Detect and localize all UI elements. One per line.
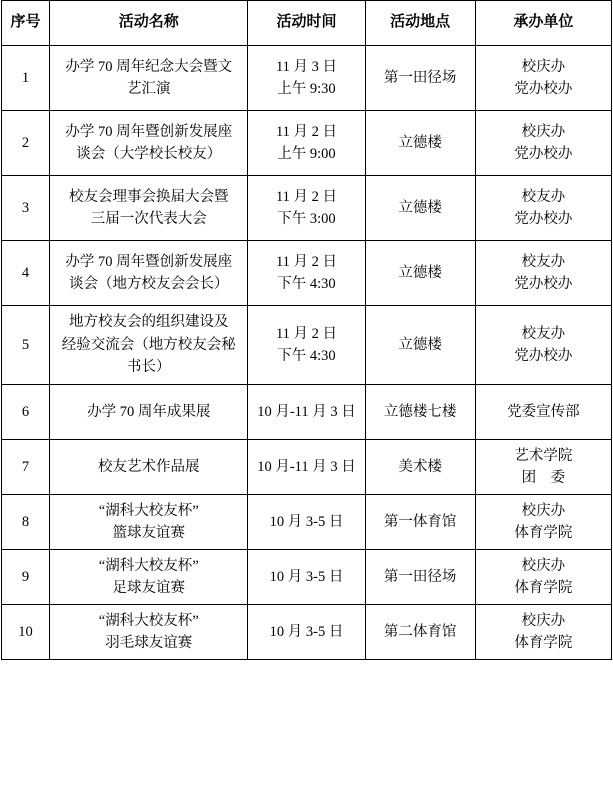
text-line: 下午 4:30 <box>277 276 336 292</box>
text-line: 校友办 <box>521 253 566 270</box>
text-line: 11 月 2 日 <box>275 123 338 140</box>
column-header-org: 承办单位 <box>475 1 611 46</box>
cell-name <box>50 306 248 385</box>
table-row <box>2 605 612 660</box>
text-line: 下午 3:00 <box>277 211 336 227</box>
cell-no: 3 <box>2 176 50 241</box>
text-line: 团 委 <box>521 470 566 486</box>
text-line: 校友办 <box>521 188 566 205</box>
cell-place <box>365 605 475 660</box>
table-row <box>2 46 612 111</box>
cell-time <box>248 385 365 440</box>
text-line: 三届一次代表大会 <box>90 211 207 227</box>
cell-time <box>248 550 365 605</box>
table-row <box>2 241 612 306</box>
cell-name <box>50 550 248 605</box>
text-line: 办学 70 周年暨创新发展座 <box>65 253 233 270</box>
text-line: 10 月 3-5 日 <box>269 568 344 585</box>
cell-org <box>475 385 611 440</box>
text-line: 第二体育馆 <box>383 623 457 640</box>
cell-place <box>365 46 475 111</box>
cell-time <box>248 241 365 306</box>
cell-time <box>248 306 365 385</box>
column-header-name: 活动名称 <box>50 1 248 46</box>
activity-schedule-table <box>1 0 612 660</box>
text-line: 11 月 2 日 <box>275 188 338 205</box>
table-header-row <box>2 1 612 46</box>
cell-name <box>50 495 248 550</box>
column-header-time: 活动时间 <box>248 1 365 46</box>
cell-org <box>475 111 611 176</box>
table-row <box>2 385 612 440</box>
text-line: 办学 70 周年纪念大会暨文 <box>65 58 233 75</box>
text-line: 上午 9:30 <box>277 81 336 97</box>
text-line: 党办校办 <box>514 276 573 292</box>
cell-place <box>365 440 475 495</box>
text-line: 谈会（大学校长校友） <box>76 146 222 162</box>
text-line: “湖科大校友杯” <box>98 557 199 574</box>
text-line: 校庆办 <box>521 58 566 75</box>
text-line: 党委宣传部 <box>507 403 580 420</box>
table-row <box>2 550 612 605</box>
cell-time <box>248 495 365 550</box>
text-line: 足球友谊赛 <box>112 580 185 596</box>
column-header-no: 序号 <box>2 1 50 46</box>
cell-no: 7 <box>2 440 50 495</box>
cell-place <box>365 495 475 550</box>
cell-time <box>248 440 365 495</box>
cell-no: 10 <box>2 605 50 660</box>
text-line: 经验交流会（地方校友会秘 <box>61 336 236 353</box>
cell-place <box>365 241 475 306</box>
cell-org <box>475 306 611 385</box>
cell-time <box>248 605 365 660</box>
column-header-place: 活动地点 <box>365 1 475 46</box>
text-line: 篮球友谊赛 <box>112 525 185 541</box>
text-line: 下午 4:30 <box>277 348 336 364</box>
text-line: 羽毛球友谊赛 <box>105 635 193 651</box>
text-line: 立德楼 <box>398 264 442 281</box>
cell-no: 5 <box>2 306 50 385</box>
cell-time <box>248 46 365 111</box>
cell-name <box>50 241 248 306</box>
text-line: 10 月-11 月 3 日 <box>257 403 356 420</box>
cell-place <box>365 111 475 176</box>
text-line: 11 月 2 日 <box>275 325 338 342</box>
cell-org <box>475 241 611 306</box>
cell-place <box>365 385 475 440</box>
cell-no: 4 <box>2 241 50 306</box>
cell-place <box>365 176 475 241</box>
text-line: “湖科大校友杯” <box>98 612 199 629</box>
text-line: 第一体育馆 <box>383 513 457 530</box>
cell-no: 1 <box>2 46 50 111</box>
text-line: 立德楼 <box>398 199 442 216</box>
cell-org <box>475 495 611 550</box>
cell-place <box>365 306 475 385</box>
cell-no: 6 <box>2 385 50 440</box>
table-row <box>2 176 612 241</box>
text-line: 立德楼 <box>398 336 442 353</box>
text-line: 体育学院 <box>514 525 573 541</box>
text-line: 办学 70 周年暨创新发展座 <box>65 123 233 140</box>
text-line: 谈会（地方校友会会长） <box>68 276 229 292</box>
cell-place <box>365 550 475 605</box>
cell-name <box>50 385 248 440</box>
cell-org <box>475 46 611 111</box>
text-line: 11 月 2 日 <box>275 253 338 270</box>
text-line: 10 月-11 月 3 日 <box>257 458 356 475</box>
text-line: 校友会理事会换届大会暨 <box>68 188 229 205</box>
text-line: 校庆办 <box>521 557 566 574</box>
text-line: 校友艺术作品展 <box>97 458 200 475</box>
table-row <box>2 495 612 550</box>
text-line: 11 月 3 日 <box>275 58 338 75</box>
text-line: 10 月 3-5 日 <box>269 513 344 530</box>
text-line: 第一田径场 <box>383 69 457 86</box>
text-line: 立德楼七楼 <box>383 403 457 420</box>
table-header <box>2 1 612 46</box>
text-line: 党办校办 <box>514 211 573 227</box>
text-line: 书长） <box>126 359 171 376</box>
table-row <box>2 440 612 495</box>
text-line: 美术楼 <box>398 458 442 475</box>
cell-time <box>248 176 365 241</box>
text-line: 体育学院 <box>514 635 573 651</box>
cell-no: 2 <box>2 111 50 176</box>
text-line: 校庆办 <box>521 612 566 629</box>
text-line: 办学 70 周年成果展 <box>87 403 211 420</box>
cell-org <box>475 550 611 605</box>
text-line: “湖科大校友杯” <box>98 502 199 519</box>
cell-name <box>50 605 248 660</box>
cell-org <box>475 605 611 660</box>
text-line: 地方校友会的组织建设及 <box>68 314 229 331</box>
text-line: 校友办 <box>521 325 566 342</box>
text-line: 立德楼 <box>398 134 442 151</box>
cell-name <box>50 440 248 495</box>
text-line: 艺汇演 <box>126 81 171 97</box>
text-line: 党办校办 <box>514 348 573 364</box>
text-line: 党办校办 <box>514 146 573 162</box>
text-line: 10 月 3-5 日 <box>269 623 344 640</box>
table-row <box>2 111 612 176</box>
text-line: 体育学院 <box>514 580 573 596</box>
text-line: 党办校办 <box>514 81 573 97</box>
table-body <box>2 46 612 660</box>
text-line: 第一田径场 <box>383 568 457 585</box>
text-line: 校庆办 <box>521 502 566 519</box>
text-line: 上午 9:00 <box>277 146 336 162</box>
cell-no: 8 <box>2 495 50 550</box>
cell-time <box>248 111 365 176</box>
cell-name <box>50 111 248 176</box>
cell-org <box>475 176 611 241</box>
cell-org <box>475 440 611 495</box>
table-row <box>2 306 612 385</box>
cell-name <box>50 46 248 111</box>
text-line: 校庆办 <box>521 123 566 140</box>
cell-no: 9 <box>2 550 50 605</box>
cell-name <box>50 176 248 241</box>
text-line: 艺术学院 <box>514 447 573 464</box>
